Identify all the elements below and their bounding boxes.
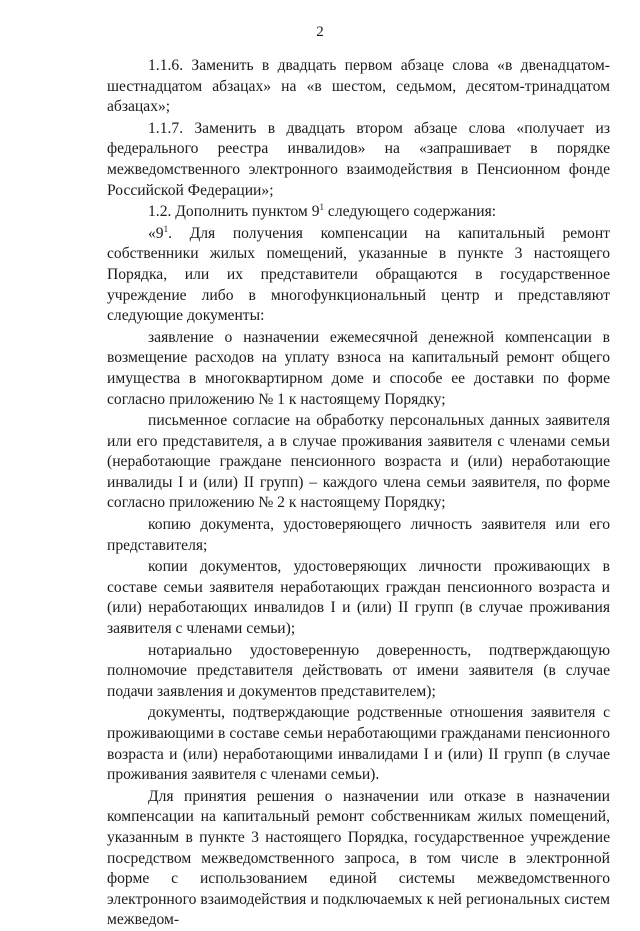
- paragraph-9-1-intro: [107, 224, 610, 327]
- list-item-consent: письменное согласие на обработку персональных данных заявителя или его представителя, а в случае проживания заявителя с членами семьи (неработающие граждане пенсионного возраста и (или) неработающие инвалиды I и (или) II групп) – каждого члена семьи заявителя, по форме согласно приложению № 2 к настоящему Порядку;: [107, 412, 610, 512]
- paragraph-1-1-7: 1.1.7. Заменить в двадцать втором абзаце слова «получает из федерального реестра инвалидов» на «запрашивает в порядке межведомственного электронного взаимодействия в Пенсионном фонде Российской Федерации»;: [107, 119, 610, 199]
- list-item-identity-document: копию документа, удостоверяющего личность заявителя или его представителя;: [107, 516, 610, 554]
- paragraph-decision: Для принятия решения о назначении или отказе в назначении компенсации на капитальный ремонт собственникам жилых помещений, указанным в пункте 3 настоящего Порядка, государственное учреждение посредством межведомственного запроса, в том числе в электронной форме с использованием единой системы межведомственного электронного взаимодействия и подключаемых к ней региональных систем межведом-: [107, 787, 610, 929]
- paragraph-1-2-text-start: 1.2. Дополнить пунктом 9: [148, 203, 320, 221]
- paragraph-9-1-text: . Для получения компенсации на капитальный ремонт собственники жилых помещений, указанные в пункте 3 настоящего Порядка, или их представители обращаются в государственное учреждение либо в многофункциональный центр и представляют следующие документы:: [107, 224, 610, 325]
- page-number: 2: [316, 24, 324, 40]
- paragraph-1-2-text-end: следующего содержания:: [324, 203, 497, 221]
- superscript-index: 1: [163, 223, 169, 234]
- paragraph-1-1-6: 1.1.6. Заменить в двадцать первом абзаце слова «в двенадцатом-шестнадцатом абзацах» на «в шестом, седьмом, десятом-тринадцатом абзацах»;: [107, 57, 610, 116]
- list-item-kinship-documents: документы, подтверждающие родственные отношения заявителя с проживающими в составе семьи неработающими гражданами пенсионного возраста и (или) неработающими инвалидами I и (или) II групп (в случае проживания заявителя с членами семьи).: [107, 704, 610, 784]
- paragraph-9-1-number: «9: [148, 224, 164, 242]
- list-item-family-documents: копии документов, удостоверяющих личности проживающих в составе семьи заявителя неработающих граждан пенсионного возраста и (или) неработающих инвалидов I и (или) II групп (в случае проживания заявителя с членами семьи);: [107, 558, 610, 638]
- list-item-application: заявление о назначении ежемесячной денежной компенсации в возмещение расходов на уплату взноса на капитальный ремонт общего имущества в многоквартирном доме и способе ее доставки по форме согласно приложению № 1 к настоящему Порядку;: [107, 328, 610, 408]
- list-item-power-of-attorney: нотариально удостоверенную доверенность, подтверждающую полномочие представителя действовать от имени заявителя (в случае подачи заявления и документов представителем);: [107, 641, 610, 700]
- superscript-index: 1: [319, 202, 324, 213]
- paragraph-1-2: [107, 202, 610, 223]
- document-body: [107, 56, 610, 931]
